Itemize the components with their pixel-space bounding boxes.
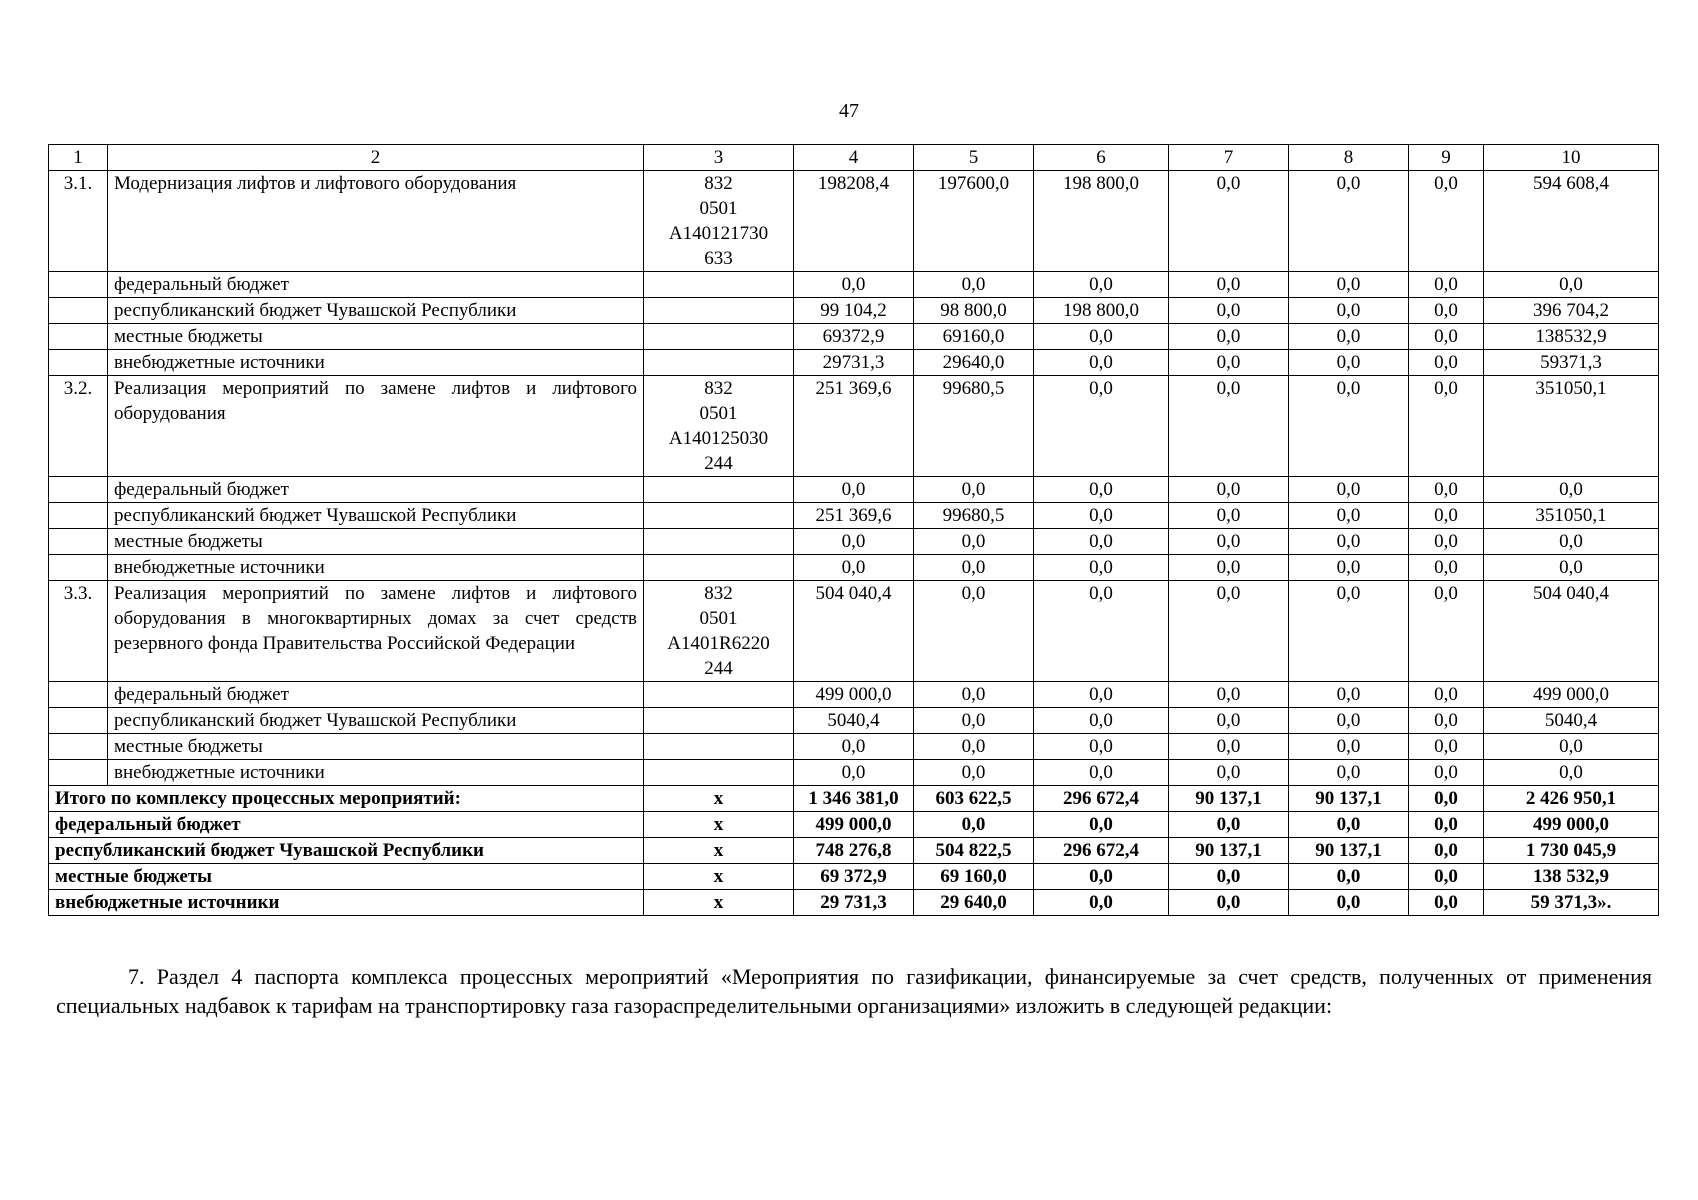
amount-cell: 0,0 [1169, 350, 1289, 376]
amount-cell: 0,0 [1034, 503, 1169, 529]
amount-cell: 0,0 [1169, 864, 1289, 890]
amount-cell: 69 160,0 [914, 864, 1034, 890]
budget-code-line: 832 [704, 378, 733, 399]
amount-cell: 0,0 [914, 760, 1034, 786]
amount-cell: 198208,4 [794, 171, 914, 272]
amount-cell: 0,0 [1289, 555, 1409, 581]
row-number [49, 760, 108, 786]
amount-cell: 0,0 [1409, 477, 1484, 503]
amount-cell: 0,0 [1289, 376, 1409, 477]
row-number [49, 350, 108, 376]
amount-cell: 0,0 [1289, 324, 1409, 350]
amount-cell: 0,0 [1034, 890, 1169, 916]
amount-cell: 98 800,0 [914, 298, 1034, 324]
column-header: 3 [644, 145, 794, 171]
row-number: 3.2. [49, 376, 108, 477]
amount-cell: 0,0 [1409, 760, 1484, 786]
amount-cell: 0,0 [914, 272, 1034, 298]
row-label: Модернизация лифтов и лифтового оборудования [108, 171, 644, 272]
budget-code-line: 0501 [699, 608, 738, 629]
total-row [49, 890, 1659, 916]
amount-cell: 0,0 [1409, 555, 1484, 581]
amount-cell: 0,0 [1289, 477, 1409, 503]
amount-cell: 499 000,0 [794, 682, 914, 708]
amount-cell: 1 730 045,9 [1484, 838, 1659, 864]
column-header: 9 [1409, 145, 1484, 171]
amount-cell: 0,0 [1289, 581, 1409, 682]
amount-cell: 0,0 [1289, 298, 1409, 324]
budget-code [644, 786, 794, 812]
amount-cell: 90 137,1 [1169, 838, 1289, 864]
row-number [49, 529, 108, 555]
row-number [49, 503, 108, 529]
row-number [49, 298, 108, 324]
column-header: 1 [49, 145, 108, 171]
amount-cell: 296 672,4 [1034, 838, 1169, 864]
row-number: 3.3. [49, 581, 108, 682]
budget-code [644, 298, 794, 324]
budget-code [644, 350, 794, 376]
row-label: внебюджетные источники [108, 555, 644, 581]
amount-cell: 0,0 [794, 555, 914, 581]
budget-code [644, 864, 794, 890]
row-number [49, 555, 108, 581]
amount-cell: 29 731,3 [794, 890, 914, 916]
amount-cell: 198 800,0 [1034, 171, 1169, 272]
row-label: внебюджетные источники [108, 760, 644, 786]
amount-cell: 138 532,9 [1484, 864, 1659, 890]
amount-cell: 0,0 [1034, 529, 1169, 555]
amount-cell: 69160,0 [914, 324, 1034, 350]
amount-cell: 0,0 [1034, 864, 1169, 890]
amount-cell: 0,0 [914, 529, 1034, 555]
amount-cell: 0,0 [1289, 171, 1409, 272]
amount-cell: 0,0 [1034, 734, 1169, 760]
source-row [49, 760, 1659, 786]
budget-code [644, 838, 794, 864]
amount-cell: 499 000,0 [794, 812, 914, 838]
budget-code [644, 171, 794, 272]
budget-code [644, 477, 794, 503]
total-row [49, 864, 1659, 890]
amount-cell: 29731,3 [794, 350, 914, 376]
row-label: федеральный бюджет [108, 682, 644, 708]
amount-cell: 0,0 [1034, 350, 1169, 376]
amount-cell: 0,0 [1169, 171, 1289, 272]
budget-code [644, 708, 794, 734]
source-row [49, 503, 1659, 529]
budget-code [644, 529, 794, 555]
amount-cell: 0,0 [1169, 555, 1289, 581]
amount-cell: 5040,4 [1484, 708, 1659, 734]
amount-cell: 0,0 [914, 734, 1034, 760]
amount-cell: 0,0 [1409, 581, 1484, 682]
amount-cell: 396 704,2 [1484, 298, 1659, 324]
amount-cell: 59 371,3». [1484, 890, 1659, 916]
source-row [49, 529, 1659, 555]
amount-cell: 0,0 [794, 529, 914, 555]
column-header: 2 [108, 145, 644, 171]
amount-cell: 0,0 [1409, 529, 1484, 555]
amount-cell: 1 346 381,0 [794, 786, 914, 812]
amount-cell: 0,0 [1289, 503, 1409, 529]
amount-cell: 504 040,4 [1484, 581, 1659, 682]
source-row [49, 298, 1659, 324]
budget-code [644, 272, 794, 298]
amount-cell: 0,0 [1289, 864, 1409, 890]
amount-cell: 0,0 [1169, 812, 1289, 838]
amount-cell: 198 800,0 [1034, 298, 1169, 324]
source-row [49, 272, 1659, 298]
column-header: 8 [1289, 145, 1409, 171]
row-label: федеральный бюджет [108, 272, 644, 298]
amount-cell: 251 369,6 [794, 503, 914, 529]
total-row [49, 838, 1659, 864]
budget-code-line: 633 [704, 248, 733, 269]
amount-cell: 69 372,9 [794, 864, 914, 890]
amount-cell: 0,0 [1289, 812, 1409, 838]
amount-cell: 99680,5 [914, 503, 1034, 529]
source-row [49, 555, 1659, 581]
amount-cell: 90 137,1 [1289, 786, 1409, 812]
budget-code [644, 890, 794, 916]
amount-cell: 603 622,5 [914, 786, 1034, 812]
row-label: Реализация мероприятий по замене лифтов и лифтового оборудования [108, 376, 644, 477]
amount-cell: 504 040,4 [794, 581, 914, 682]
source-row [49, 682, 1659, 708]
column-header: 10 [1484, 145, 1659, 171]
amount-cell: 99 104,2 [794, 298, 914, 324]
column-header: 7 [1169, 145, 1289, 171]
row-label: федеральный бюджет [108, 477, 644, 503]
amount-cell: 594 608,4 [1484, 171, 1659, 272]
row-label: внебюджетные источники [49, 890, 644, 916]
amount-cell: 0,0 [1034, 272, 1169, 298]
budget-code [644, 682, 794, 708]
row-label: местные бюджеты [108, 734, 644, 760]
amount-cell: 0,0 [1034, 760, 1169, 786]
amount-cell: 59371,3 [1484, 350, 1659, 376]
source-row [49, 708, 1659, 734]
amount-cell: 0,0 [1169, 503, 1289, 529]
row-label: республиканский бюджет Чувашской Республики [49, 838, 644, 864]
row-number [49, 324, 108, 350]
row-label: федеральный бюджет [49, 812, 644, 838]
column-header: 6 [1034, 145, 1169, 171]
amount-cell: 0,0 [914, 555, 1034, 581]
amount-cell: 0,0 [1484, 760, 1659, 786]
amount-cell: 0,0 [1484, 477, 1659, 503]
amount-cell: 0,0 [1169, 477, 1289, 503]
amount-cell: 0,0 [1409, 786, 1484, 812]
amount-cell: 0,0 [1169, 682, 1289, 708]
budget-table [48, 144, 1659, 916]
amount-cell: 0,0 [1034, 555, 1169, 581]
amount-cell: 0,0 [1034, 324, 1169, 350]
amount-cell: 90 137,1 [1289, 838, 1409, 864]
row-label: Реализация мероприятий по замене лифтов и лифтового оборудования в многоквартирных домах за счет средств резервного фонда Правительства Российской Федерации [108, 581, 644, 682]
amount-cell: 0,0 [794, 272, 914, 298]
amount-cell: 0,0 [1169, 272, 1289, 298]
total-row [49, 786, 1659, 812]
amount-cell: 251 369,6 [794, 376, 914, 477]
amount-cell: 0,0 [1169, 734, 1289, 760]
total-row [49, 812, 1659, 838]
body-paragraph: 7. Раздел 4 паспорта комплекса процессных мероприятий «Мероприятия по газификации, финансируемые за счет средств, полученных от применения специальных надбавок к тарифам на транспортировку газа газораспределительными организациями» изложить в следующей редакции: [56, 964, 1652, 1018]
amount-cell: 5040,4 [794, 708, 914, 734]
amount-cell: 0,0 [1034, 581, 1169, 682]
amount-cell: 69372,9 [794, 324, 914, 350]
amount-cell: 0,0 [1034, 376, 1169, 477]
budget-code-line: А1401R6220 [667, 633, 770, 654]
budget-code [644, 734, 794, 760]
amount-cell: 29 640,0 [914, 890, 1034, 916]
measure-row [49, 581, 1659, 682]
amount-cell: 99680,5 [914, 376, 1034, 477]
amount-cell: 0,0 [1169, 324, 1289, 350]
amount-cell: 0,0 [1289, 760, 1409, 786]
amount-cell: 499 000,0 [1484, 812, 1659, 838]
amount-cell: 0,0 [914, 581, 1034, 682]
budget-code-line: х [713, 866, 724, 887]
budget-code-line: 244 [704, 453, 733, 474]
measure-row [49, 376, 1659, 477]
amount-cell: 0,0 [1289, 350, 1409, 376]
budget-code-line: х [713, 814, 724, 835]
row-label: внебюджетные источники [108, 350, 644, 376]
source-row [49, 477, 1659, 503]
amount-cell: 0,0 [794, 734, 914, 760]
budget-code [644, 503, 794, 529]
amount-cell: 0,0 [1484, 734, 1659, 760]
amount-cell: 0,0 [1409, 324, 1484, 350]
row-label: Итого по комплексу процессных мероприятий: [49, 786, 644, 812]
table-header-row [49, 145, 1659, 171]
budget-code-line: 244 [704, 658, 733, 679]
amount-cell: 351050,1 [1484, 376, 1659, 477]
amount-cell: 0,0 [1409, 298, 1484, 324]
amount-cell: 90 137,1 [1169, 786, 1289, 812]
row-label: местные бюджеты [108, 324, 644, 350]
amount-cell: 0,0 [1289, 734, 1409, 760]
amount-cell: 197600,0 [914, 171, 1034, 272]
amount-cell: 0,0 [1409, 864, 1484, 890]
budget-code-line: х [713, 840, 724, 861]
amount-cell: 0,0 [1409, 503, 1484, 529]
amount-cell: 0,0 [1409, 890, 1484, 916]
budget-code [644, 812, 794, 838]
row-label: местные бюджеты [108, 529, 644, 555]
amount-cell: 0,0 [1289, 890, 1409, 916]
amount-cell: 0,0 [1289, 529, 1409, 555]
row-label: республиканский бюджет Чувашской Республики [108, 708, 644, 734]
amount-cell: 0,0 [1409, 812, 1484, 838]
budget-code [644, 760, 794, 786]
budget-code-line: х [713, 788, 724, 809]
row-number [49, 682, 108, 708]
amount-cell: 0,0 [1409, 708, 1484, 734]
amount-cell: 0,0 [1169, 760, 1289, 786]
amount-cell: 0,0 [1169, 581, 1289, 682]
amount-cell: 0,0 [914, 812, 1034, 838]
amount-cell: 0,0 [1034, 477, 1169, 503]
budget-code-line: А140125030 [668, 428, 769, 449]
amount-cell: 138532,9 [1484, 324, 1659, 350]
amount-cell: 0,0 [914, 477, 1034, 503]
source-row [49, 324, 1659, 350]
budget-code-line: х [713, 892, 724, 913]
budget-code [644, 555, 794, 581]
amount-cell: 0,0 [1169, 298, 1289, 324]
amount-cell: 0,0 [1409, 682, 1484, 708]
budget-code [644, 581, 794, 682]
amount-cell: 0,0 [1409, 838, 1484, 864]
budget-code-line: 832 [704, 583, 733, 604]
amount-cell: 0,0 [1409, 350, 1484, 376]
amount-cell: 0,0 [1409, 734, 1484, 760]
amount-cell: 0,0 [794, 477, 914, 503]
amount-cell: 29640,0 [914, 350, 1034, 376]
amount-cell: 296 672,4 [1034, 786, 1169, 812]
row-label: республиканский бюджет Чувашской Республики [108, 298, 644, 324]
amount-cell: 0,0 [1289, 708, 1409, 734]
amount-cell: 0,0 [1034, 682, 1169, 708]
amount-cell: 0,0 [1484, 272, 1659, 298]
amount-cell: 0,0 [1409, 171, 1484, 272]
amount-cell: 0,0 [914, 708, 1034, 734]
amount-cell: 0,0 [1409, 376, 1484, 477]
column-header: 5 [914, 145, 1034, 171]
row-number [49, 708, 108, 734]
amount-cell: 351050,1 [1484, 503, 1659, 529]
budget-code [644, 324, 794, 350]
row-label: республиканский бюджет Чувашской Республики [108, 503, 644, 529]
amount-cell: 0,0 [1484, 529, 1659, 555]
source-row [49, 350, 1659, 376]
amount-cell: 0,0 [1034, 812, 1169, 838]
source-row [49, 734, 1659, 760]
row-number [49, 477, 108, 503]
measure-row [49, 171, 1659, 272]
amount-cell: 0,0 [1034, 708, 1169, 734]
amount-cell: 2 426 950,1 [1484, 786, 1659, 812]
amount-cell: 0,0 [1289, 682, 1409, 708]
amount-cell: 499 000,0 [1484, 682, 1659, 708]
row-number: 3.1. [49, 171, 108, 272]
amount-cell: 0,0 [1484, 555, 1659, 581]
amount-cell: 0,0 [1169, 708, 1289, 734]
budget-code-line: 832 [704, 173, 733, 194]
budget-code-line: А140121730 [668, 223, 769, 244]
amount-cell: 0,0 [914, 682, 1034, 708]
amount-cell: 0,0 [1289, 272, 1409, 298]
page-number: 47 [839, 100, 859, 122]
budget-code [644, 376, 794, 477]
budget-code-line: 0501 [699, 198, 738, 219]
amount-cell: 0,0 [1169, 529, 1289, 555]
amount-cell: 0,0 [1169, 890, 1289, 916]
row-label: местные бюджеты [49, 864, 644, 890]
amount-cell: 504 822,5 [914, 838, 1034, 864]
column-header: 4 [794, 145, 914, 171]
row-number [49, 272, 108, 298]
amount-cell: 0,0 [1169, 376, 1289, 477]
row-number [49, 734, 108, 760]
amount-cell: 748 276,8 [794, 838, 914, 864]
amount-cell: 0,0 [1409, 272, 1484, 298]
budget-code-line: 0501 [699, 403, 738, 424]
amount-cell: 0,0 [794, 760, 914, 786]
